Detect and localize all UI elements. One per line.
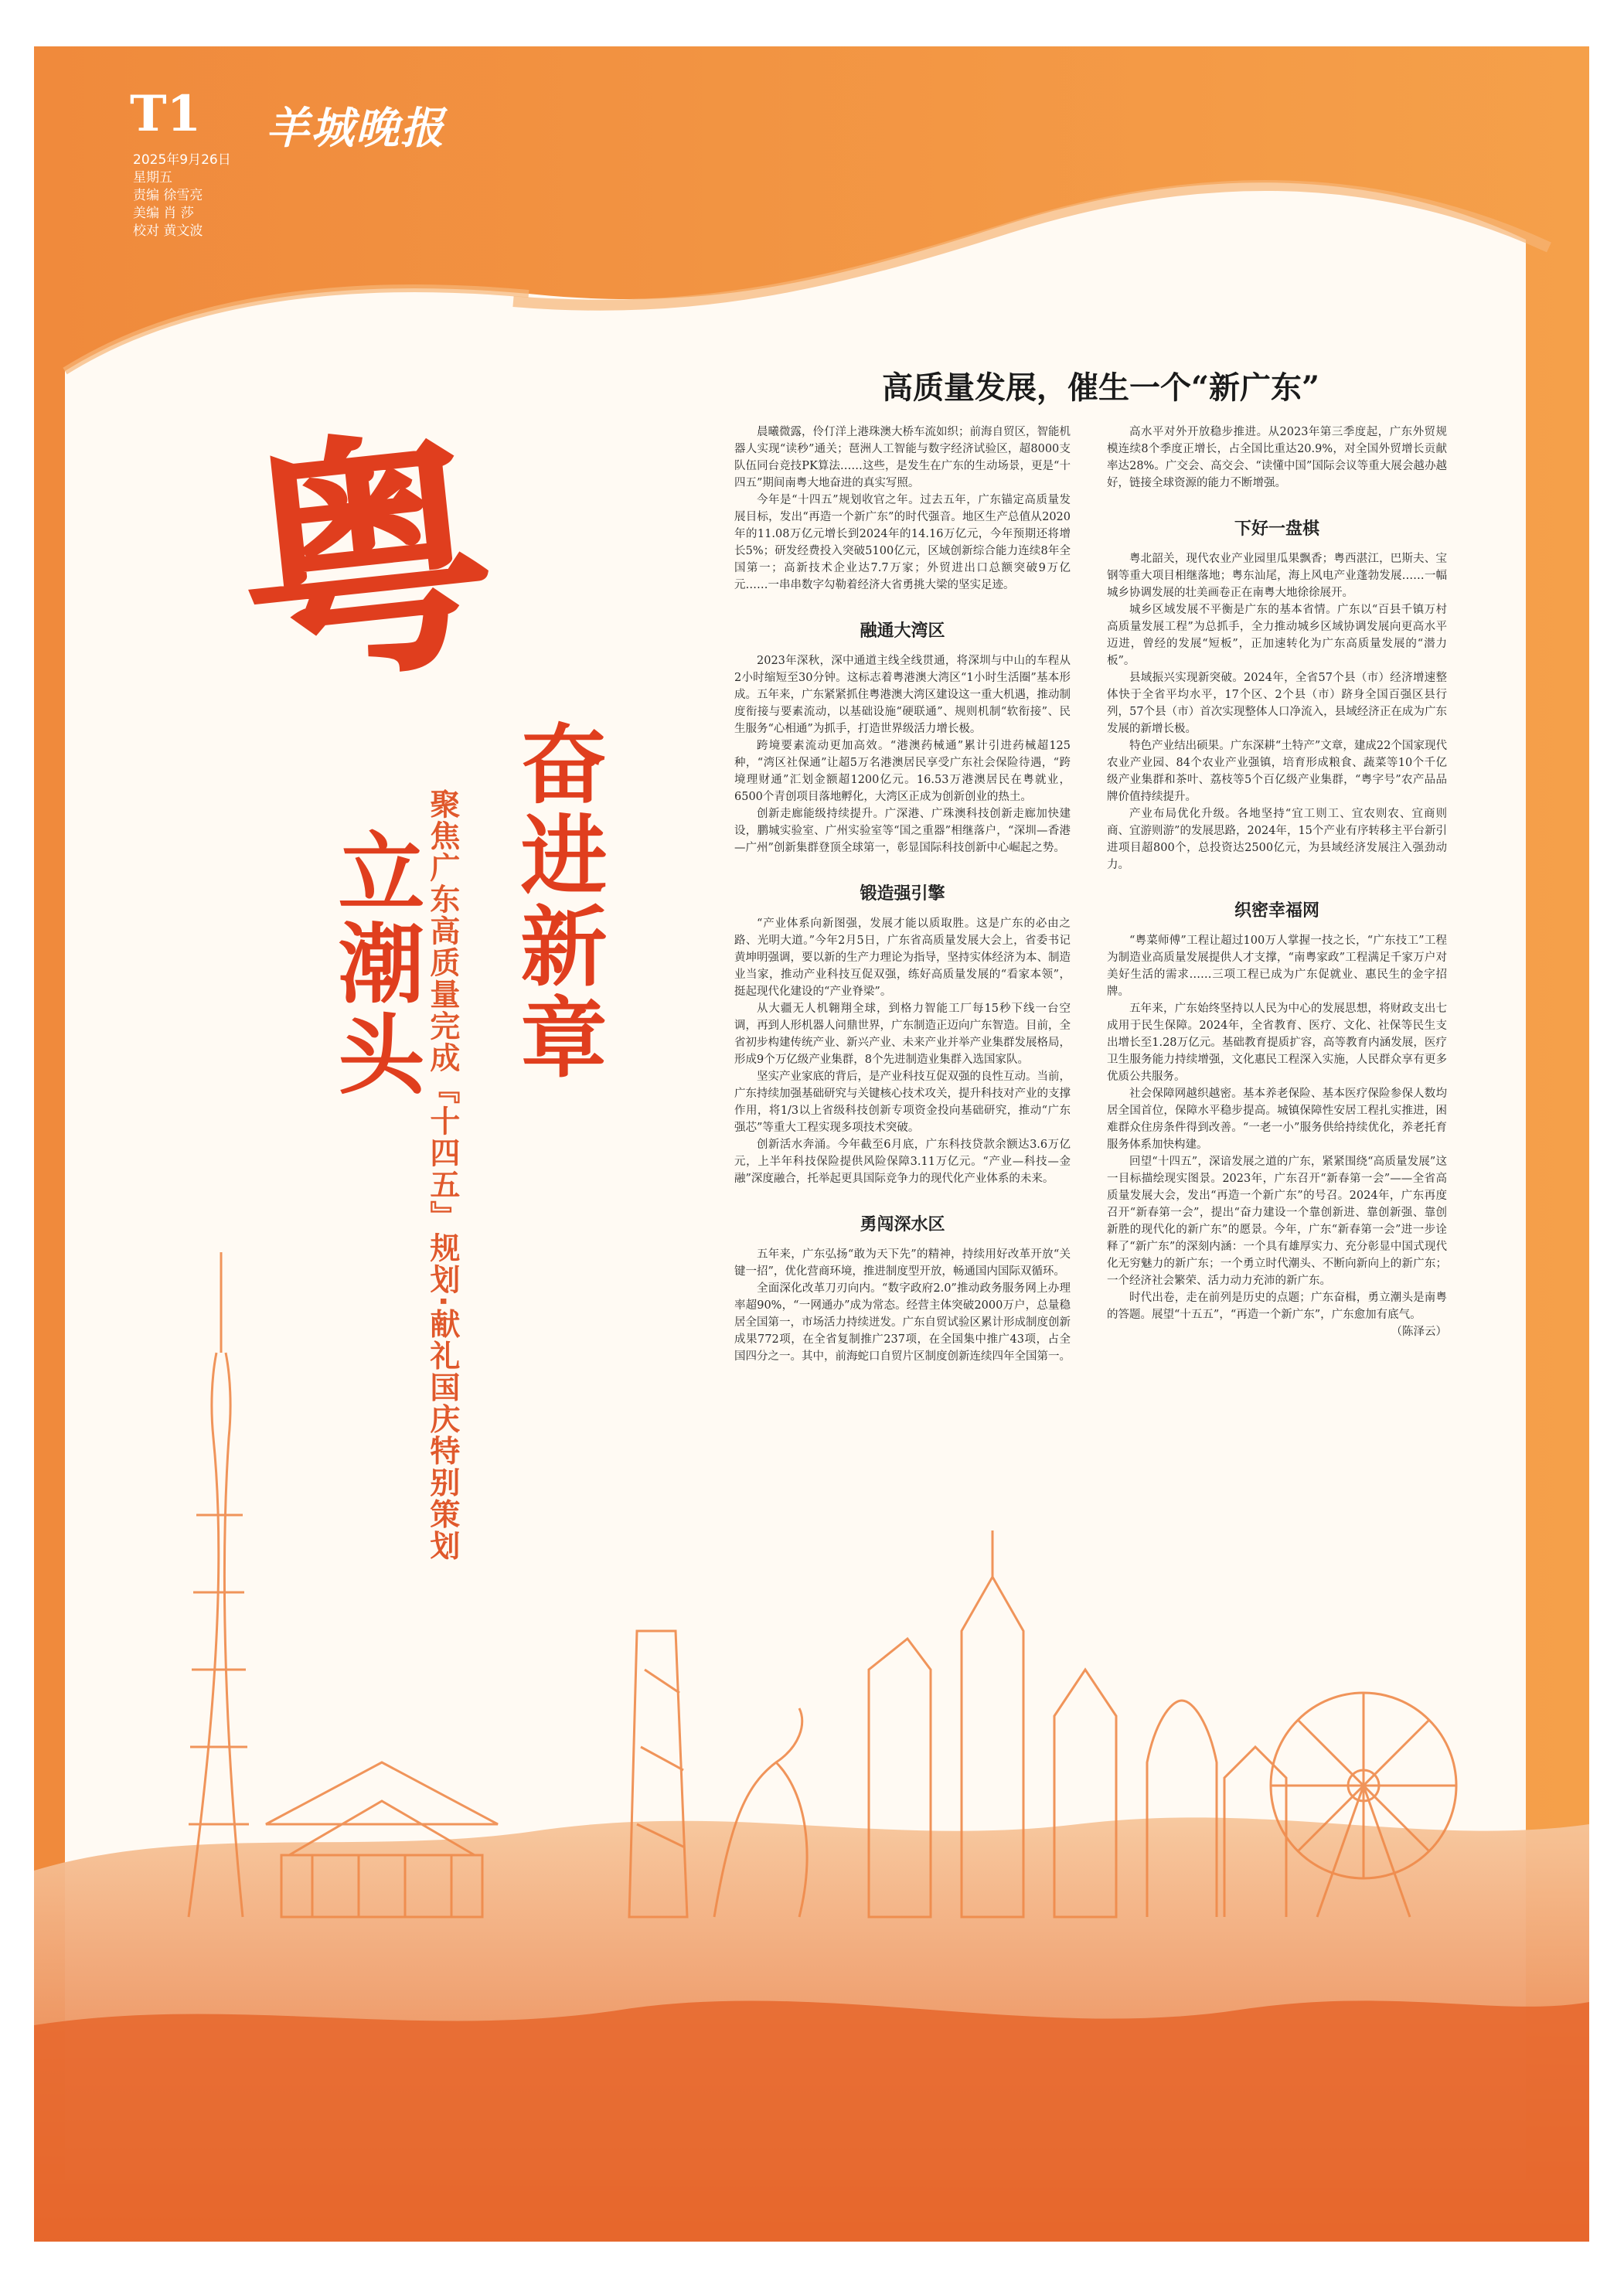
issue-weekday: 星期五 (133, 170, 172, 186)
newspaper-logo: 羊城晚报 (266, 103, 445, 154)
section-heading: 锻造强引擎 (860, 884, 945, 904)
section-heading: 勇闯深水区 (860, 1215, 945, 1234)
editor-credit: 责编 徐雪亮 (133, 188, 203, 203)
section-paragraph: 城乡区域发展不平衡是广东的基本省情。广东以“百县千镇万村高质量发展工程”为总抓手，全力推动城乡区域协调发展向更高水平迈进，曾经的发展“短板”，正加速转化为广东高质量发展的“潜力板”。 (1107, 604, 1447, 667)
section-paragraph: 全面深化改革刀刃向内。“数字政府2.0”推动政务服务网上办理率超90%，“一网通办”成为常态。经营主体突破2000万户，总量稳居全国第一，市场活力持续迸发。广东自贸试验区累计形成制度创新成果772项，在全省复制推广237项，在全国集中推广43项，占全国四分之一。其中，前海蛇口自贸片区制度创新连续四年全国第一。 (734, 1282, 1071, 1363)
section-paragraph: “粤菜师傅”工程让超过100万人掌握一技之长，“广东技工”工程为制造业高质量发展提供人才支撑，“南粤家政”工程满足千家万户对美好生活的需求……三项工程已成为广东促就业、惠民生的金字招牌。 (1107, 935, 1447, 998)
article-headline: 高质量发展，催生一个“新广东” (881, 369, 1319, 406)
section-paragraph: 特色产业结出硕果。广东深耕“土特产”文章，建成22个国家现代农业产业园、84个农业产业强镇，培育形成粮食、蔬菜等10个千亿级产业集群和茶叶、荔枝等5个百亿级产业集群，“粤字号”农产品品牌价值持续提升。 (1107, 740, 1447, 803)
section-heading: 融通大湾区 (860, 621, 945, 641)
section-paragraph: “产业体系向新图强，发展才能以质取胜。这是广东的必由之路、光明大道。”今年2月5日，广东省高质量发展大会上，省委书记黄坤明强调，要以新的生产力理论为指导，坚持实体经济为本、制造业当家，推动产业科技互促双强，练好高质量发展的“看家本领”，挺起现代化建设的“产业脊梁”。 (734, 918, 1071, 998)
section-heading: 下好一盘棋 (1234, 519, 1319, 539)
article-column-left (734, 424, 1071, 1365)
feature-title-line1: 奋进新章 (506, 719, 608, 1084)
section-paragraph: 五年来，广东始终坚持以人民为中心的发展思想，将财政支出七成用于民生保障。2024年，全省教育、医疗、文化、社保等民生支出增长至1.28万亿元。基础教育提质扩容，高等教育内涵发展，医疗卫生服务能力持续增强，文化惠民工程深入实施，人民群众享有更多优质公共服务。 (1107, 1003, 1447, 1083)
proofreader-credit: 校对 黄文波 (133, 223, 203, 239)
section-paragraph: 产业布局优化升级。各地坚持“宜工则工、宜农则农、宜商则商、宜游则游”的发展思路，2024年，15个产业有序转移主平台新引进项目超800个，总投资达2500亿元，为县域经济发展注入强劲动力。 (1107, 808, 1447, 871)
section-paragraph: 县域振兴实现新突破。2024年，全省57个县（市）经济增速整体快于全省平均水平，17个区、2个县（市）跻身全国百强区县行列，57个县（市）首次实现整体人口净流入，县域经济正在成为广东发展的新增长极。 (1107, 672, 1447, 735)
page-number: T1 (130, 85, 202, 143)
section-paragraph: 粤北韶关，现代农业产业园里瓜果飘香；粤西湛江，巴斯夫、宝钢等重大项目相继落地；粤东汕尾，海上风电产业蓬勃发展……一幅城乡协调发展的壮美画卷正在南粤大地徐徐展开。 (1107, 553, 1447, 599)
section-paragraph: 高水平对外开放稳步推进。从2023年第三季度起，广东外贸规模连续8个季度正增长，占全国比重达20.9%，对全国外贸增长贡献率达28%。广交会、高交会、“读懂中国”国际会议等重大展会越办越好，链接全球资源的能力不断增强。 (1107, 426, 1447, 489)
masthead-meta (133, 152, 231, 240)
section-paragraph: 跨境要素流动更加高效。“港澳药械通”累计引进药械超125种，“湾区社保通”让超5万名港澳居民享受广东社会保险待遇，“跨境理财通”汇划金额超1200亿元。16.53万港澳居民在粤就业，6500个青创项目落地孵化，大湾区正成为创新创业的热土。 (734, 740, 1071, 803)
feature-big-character: 粤 (223, 397, 509, 724)
section-paragraph: 坚实产业家底的背后，是产业科技互促双强的良性互动。当前，广东持续加强基础研究与关键核心技术攻关，提升科技对产业的支撑作用，将1/3以上省级科技创新专项资金投向基础研究，推动“广东强芯”等重大工程实现多项技术突破。 (734, 1071, 1071, 1134)
section-paragraph: 创新走廊能级持续提升。广深港、广珠澳科技创新走廊加快建设，鹏城实验室、广州实验室等“国之重器”相继落户，“深圳—香港—广州”创新集群登顶全球第一，彰显国际科技创新中心崛起之势。 (734, 808, 1071, 854)
section-paragraph: 五年来，广东弘扬“敢为天下先”的精神，持续用好改革开放“关键一招”，优化营商环境，推进制度型开放，畅通国内国际双循环。 (734, 1248, 1071, 1278)
feature-subtitle: 聚焦广东高质量完成『十四五』规划·献礼国庆特别策划 (424, 788, 460, 1562)
section-paragraph: 社会保障网越织越密。基本养老保险、基本医疗保险参保人数均居全国首位，保障水平稳步提高。城镇保障性安居工程扎实推进，困难群众住房条件得到改善。“一老一小”服务供给持续优化，养老托育服务体系加快构建。 (1107, 1088, 1447, 1151)
section-paragraph: 回望“十四五”，深谙发展之道的广东，紧紧围绕“高质量发展”这一目标描绘现实图景。2023年，广东召开“新春第一会”——全省高质量发展大会，发出“再造一个新广东”的号召。2024年，广东再度召开“新春第一会”，提出“奋力建设一个靠创新进、靠创新强、靠创新胜的现代化的新广东”的愿景。今年，广东“新春第一会”进一步诠释了“新广东”的深刻内涵：一个具有雄厚实力、充分彰显中国式现代化无穷魅力的新广东；一个勇立时代潮头、不断向新向上的新广东；一个经济社会繁荣、活力动力充沛的新广东。 (1107, 1156, 1447, 1287)
section-paragraph: 创新活水奔涌。今年截至6月底，广东科技贷款余额达3.6万亿元，上半年科技保险提供风险保障3.11万亿元。“产业—科技—金融”深度融合，托举起更具国际竞争力的现代化产业体系的未来。 (734, 1139, 1071, 1185)
section-paragraph: 2023年深秋，深中通道主线全线贯通，将深圳与中山的车程从2小时缩短至30分钟。这标志着粤港澳大湾区“1小时生活圈”基本形成。五年来，广东紧紧抓住粤港澳大湾区建设这一重大机遇，推动制度衔接与要素流动，以基础设施“硬联通”、规则机制“软衔接”、民生服务“心相通”为抓手，打造世界级活力增长极。 (734, 655, 1071, 735)
section-heading: 织密幸福网 (1234, 901, 1319, 921)
section-paragraph: 从大疆无人机翱翔全球，到格力智能工厂每15秒下线一台空调，再到人形机器人问鼎世界，广东制造正迈向广东智造。目前，全省初步构建传统产业、新兴产业、未来产业并举产业集群发展格局，形成9个万亿级产业集群，8个先进制造业集群入选国家队。 (734, 1003, 1071, 1066)
designer-credit: 美编 肖 莎 (133, 206, 194, 221)
newspaper-page (34, 46, 1589, 2242)
feature-title-line2: 立潮头 (324, 827, 425, 1101)
intro-paragraph: 晨曦微露，伶仃洋上港珠澳大桥车流如织；前海自贸区，智能机器人实现“读秒”通关；琶洲人工智能与数字经济试验区，超8000支队伍同台竞技PK算法……这些，是发生在广东的生动场景，更是“十四五”期间南粤大地奋进的真实写照。 (734, 426, 1071, 489)
issue-date: 2025年9月26日 (133, 152, 231, 168)
article-column-right (1107, 424, 1447, 1340)
article-byline: （陈泽云） (1391, 1326, 1447, 1338)
intro-paragraph: 今年是“十四五”规划收官之年。过去五年，广东锚定高质量发展目标，发出“再造一个新广东”的时代强音。地区生产总值从2020年的11.08万亿元增长到2024年的14.16万亿元，今年预期还将增长5%；研发经费投入突破5100亿元，区域创新综合能力连续8年全国第一；高新技术企业达7.7万家；外贸进出口总额突破9万亿元……一串串数字勾勒着经济大省勇挑大梁的坚实足迹。 (734, 494, 1071, 591)
section-paragraph: 时代出卷，走在前列是历史的点题；广东奋楫，勇立潮头是南粤的答题。展望“十五五”，“再造一个新广东”，广东愈加有底气。 (1107, 1292, 1447, 1321)
